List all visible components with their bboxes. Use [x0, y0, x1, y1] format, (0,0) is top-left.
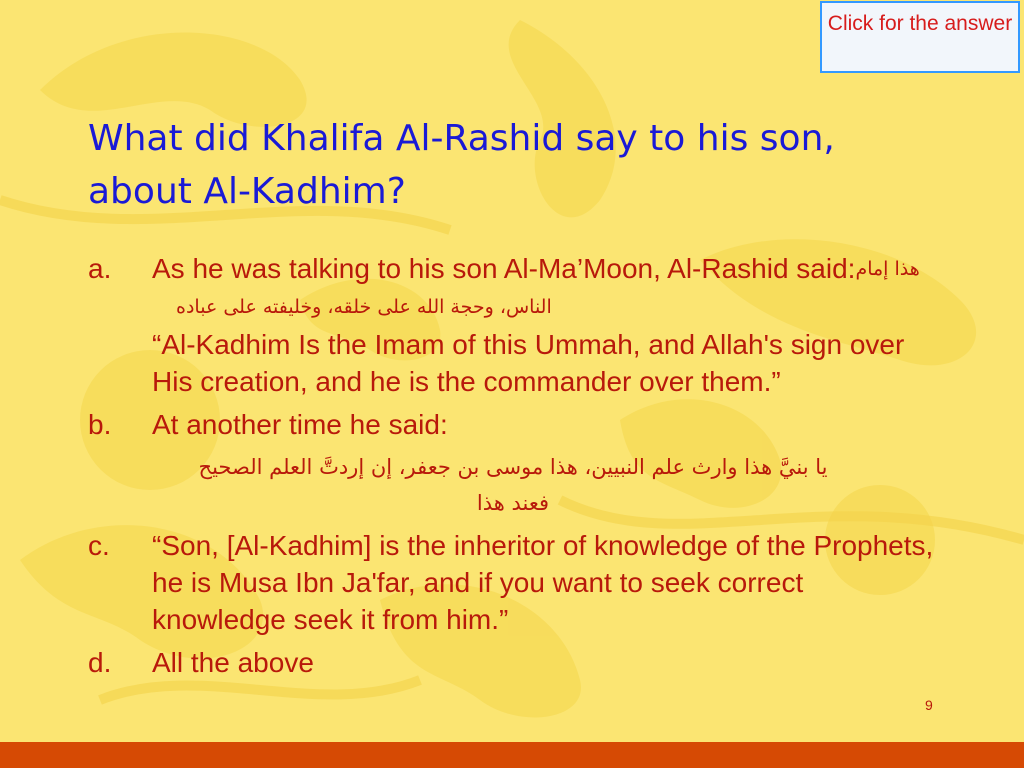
option-d: [88, 644, 938, 681]
option-b-arabic-line-2: فعند هذا: [476, 491, 550, 515]
option-a-translation: “Al-Kadhim Is the Imam of this Ummah, and Allah's sign over His creation, and he is the commander over them.”: [152, 329, 905, 397]
option-c-marker: c.: [88, 530, 110, 561]
option-a-arabic-quote: هذا إمام الناس، وحجة الله على خلقه، وخليفته على عباده: [176, 258, 920, 318]
slide-title: What did Khalifa Al-Rashid say to his son, about Al-Kadhim?: [88, 118, 835, 212]
option-c-text: “Son, [Al-Kadhim] is the inheritor of knowledge of the Prophets, he is Musa Ibn Ja'far, and if you want to seek correct knowledge seek it from him.”: [152, 530, 934, 635]
option-b-marker: b.: [88, 409, 112, 440]
page-number: 9: [925, 697, 933, 713]
option-d-text: All the above: [152, 647, 314, 678]
option-b-arabic-quote: [88, 449, 938, 521]
option-a-text: As he was talking to his son Al-Ma’Moon, Al-Rashid said:: [152, 253, 856, 284]
option-a-text-block: [152, 250, 938, 400]
option-b-arabic-line-1: يا بنيَّ هذا وارث علم النبيين، هذا موسى بن جعفر، إن إردتَّ العلم الصحيح: [198, 455, 828, 479]
option-a: [88, 250, 938, 400]
option-d-marker: d.: [88, 647, 112, 678]
option-a-marker: a.: [88, 253, 112, 284]
option-b-text: At another time he said:: [152, 409, 448, 440]
footer-bar: [0, 742, 1024, 768]
click-for-answer-button[interactable]: Click for the answer: [820, 1, 1020, 73]
answer-options: [88, 250, 938, 687]
option-c: [88, 527, 938, 638]
option-b: [88, 406, 938, 443]
